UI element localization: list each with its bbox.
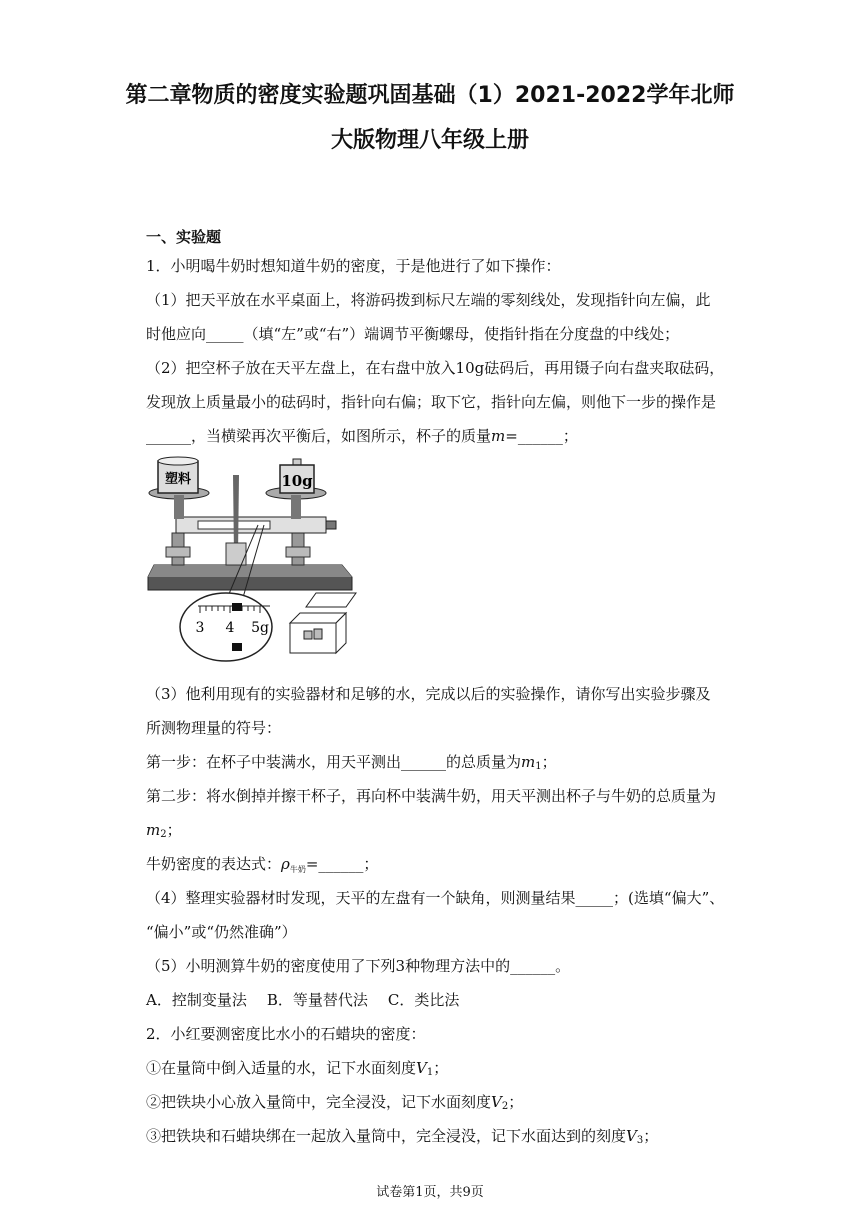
balance-figure: [146, 455, 366, 667]
v2-variable: V: [491, 1093, 502, 1111]
m2-subscript: 2: [160, 829, 167, 840]
q1-intro: 1．小明喝牛奶时想知道牛奶的密度，于是他进行了如下操作：: [146, 257, 561, 275]
q2-step2-end: ；: [508, 1093, 524, 1111]
rider-marker-top: [232, 603, 242, 611]
q1-part3-line1: （3）他利用现有的实验器材和足够的水，完成以后的实验操作，请你写出实验步骤及: [146, 685, 711, 703]
q1-part4-line2: “偏小”或“仍然准确”）: [146, 923, 297, 941]
expression-blank: =______；: [305, 855, 379, 873]
q1-part5: （5）小明测算牛奶的密度使用了下列3种物理方法中的______。: [146, 957, 571, 975]
v3-variable: V: [626, 1127, 637, 1145]
q2-step1: [146, 1057, 448, 1078]
option-b: B．等量替代法: [266, 991, 368, 1009]
mass-variable: m: [491, 427, 506, 445]
q2-step3-end: ；: [643, 1127, 659, 1145]
cup-label: 塑料: [164, 472, 192, 487]
scale-label-4: 4: [225, 620, 235, 636]
q1-part2-line3-blank: =______；: [505, 427, 578, 445]
q1-part4-line1: （4）整理实验器材时发现，天平的左盘有一个缺角，则测量结果_____；(选填“偏大”、: [146, 889, 725, 907]
rho-subscript: 牛奶: [289, 865, 306, 874]
q1-part2-line3: [146, 425, 578, 446]
q1-options: [146, 989, 479, 1010]
q1-step2-end: ；: [166, 821, 182, 839]
q2-step1-text: ①在量筒中倒入适量的水，记下水面刻度: [146, 1059, 417, 1077]
q2-step3: [146, 1125, 658, 1146]
q1-density-expression: [146, 853, 378, 875]
option-c: C．类比法: [387, 991, 460, 1009]
option-a: A．控制变量法: [146, 991, 247, 1009]
v1-variable: V: [416, 1059, 427, 1077]
q2-intro: 2．小红要测密度比水小的石蜡块的密度：: [146, 1025, 426, 1043]
q1-part1-line2: 时他应向_____（填“左”或“右”）端调节平衡螺母，使指针指在分度盘的中线处；: [146, 325, 680, 343]
q1-part2-line1: （2）把空杯子放在天平左盘上，在右盘中放入10g砝码后，再用镊子向右盘夹取砝码，: [146, 359, 725, 377]
rider-marker-bottom: [232, 643, 242, 651]
m1-variable: m: [521, 753, 536, 771]
q1-step2: 第二步：将水倒掉并擦干杯子，再向杯中装满牛奶，用天平测出杯子与牛奶的总质量为: [146, 787, 717, 805]
q1-step2-cont: [146, 819, 182, 840]
balance-illustration: [146, 455, 366, 667]
v1-subscript: 1: [426, 1067, 434, 1078]
expression-label: 牛奶密度的表达式：: [146, 855, 282, 873]
page-footer: 试卷第1页，共9页: [376, 1185, 484, 1200]
page-title-line2: 大版物理八年级上册: [330, 128, 529, 153]
q1-step1: [146, 751, 557, 772]
m2-variable: m: [146, 821, 161, 839]
weight-label: 10g: [281, 472, 313, 490]
q2-step3-text: ③把铁块和石蜡块绑在一起放入量筒中，完全浸没，记下水面达到的刻度: [146, 1127, 627, 1145]
q1-part3-line2: 所测物理量的符号：: [146, 719, 282, 737]
scale-label-3: 3: [195, 620, 205, 636]
v2-subscript: 2: [501, 1101, 509, 1112]
q1-part2-line2: 发现放上质量最小的砝码时，指针向右偏；取下它，指针向左偏，则他下一步的操作是: [146, 393, 717, 411]
scale-label-5g: 5g: [251, 620, 269, 636]
q1-step1-end: ；: [541, 753, 557, 771]
rho-symbol: ρ: [281, 855, 290, 873]
page-title-line1: 第二章物质的密度实验题巩固基础（1）2021-2022学年北师: [125, 83, 735, 108]
q1-part1-line1: （1）把天平放在水平桌面上，将游码拨到标尺左端的零刻线处，发现指针向左偏，此: [146, 291, 711, 309]
q2-step1-end: ；: [433, 1059, 449, 1077]
q2-step2: [146, 1091, 523, 1112]
m1-subscript: 1: [535, 761, 542, 772]
v3-subscript: 3: [636, 1135, 644, 1146]
section-heading: 一、实验题: [146, 228, 222, 246]
q1-step1-text: 第一步：在杯子中装满水，用天平测出______的总质量为: [146, 753, 522, 771]
q2-step2-text: ②把铁块小心放入量筒中，完全浸没，记下水面刻度: [146, 1093, 492, 1111]
q1-part2-line3-text: ______，当横梁再次平衡后，如图所示，杯子的质量: [146, 427, 492, 445]
